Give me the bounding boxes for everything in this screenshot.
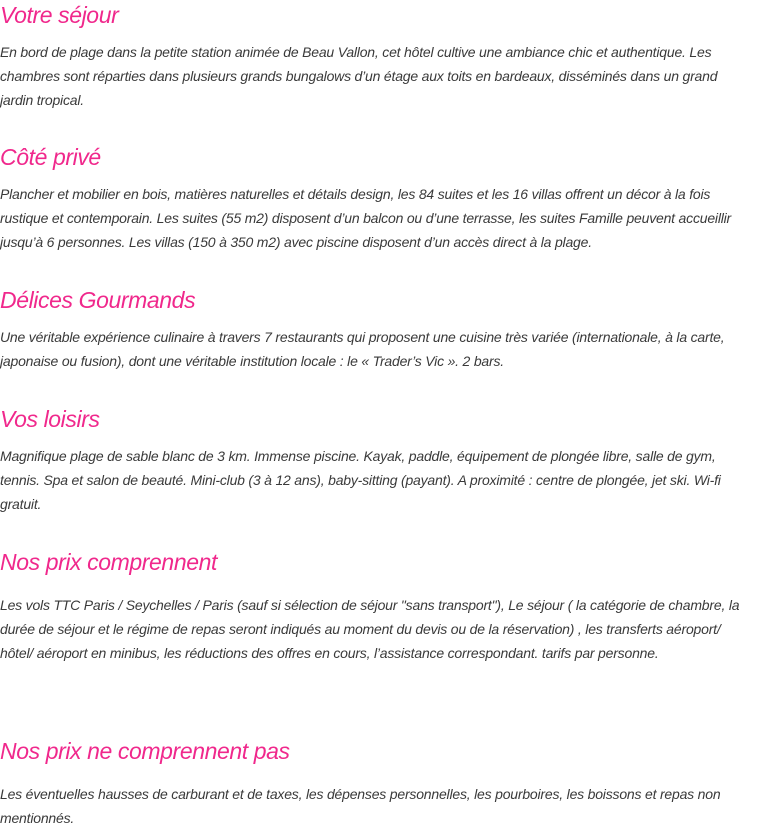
section-text: Une véritable expérience culinaire à travers 7 restaurants qui proposent une cuisine très variée (internationale, à la carte, japonaise ou fusion), dont une véritable institution locale : le « Trader’s Vic ». 2 bars. — [0, 329, 725, 369]
section-votre-sejour — [0, 0, 752, 112]
section-delices-gourmands — [0, 285, 752, 373]
section-prix-ne-comprennent-pas — [0, 736, 752, 830]
section-title: Vos loisirs — [0, 406, 100, 432]
section-title: Délices Gourmands — [0, 287, 196, 313]
section-text: Les éventuelles hausses de carburant et de taxes, les dépenses personnelles, les pourboires, les boissons et repas non mentionnés. — [0, 786, 721, 826]
section-text: Magnifique plage de sable blanc de 3 km. Immense piscine. Kayak, paddle, équipement de plongée libre, salle de gym, tennis. Spa et salon de beauté. Mini-club (3 à 12 ans), baby-sitting (payant). A proximité : centre de plongée, jet ski. Wi-fi gratuit. — [0, 448, 721, 512]
section-text: En bord de plage dans la petite station animée de Beau Vallon, cet hôtel cultive une ambiance chic et authentique. Les chambres sont réparties dans plusieurs grands bungalows d’un étage aux toits en bardeaux, disséminés dans un grand jardin tropical. — [0, 44, 718, 108]
section-prix-comprennent — [0, 547, 752, 665]
section-title: Nos prix comprennent — [0, 549, 217, 575]
section-cote-prive — [0, 142, 752, 254]
section-vos-loisirs — [0, 404, 752, 516]
section-title: Nos prix ne comprennent pas — [0, 738, 290, 764]
section-title: Votre séjour — [0, 2, 119, 28]
section-title: Côté privé — [0, 144, 101, 170]
section-text: Les vols TTC Paris / Seychelles / Paris (sauf si sélection de séjour "sans transport"), Le séjour ( la catégorie de chambre, la durée de séjour et le régime de repas seront indiqués au moment du devis ou de la réservation) , les transferts aéroport/ hôtel/ aéroport en minibus, les réductions des offres en cours, l’assistance correspondant. tarifs par personne. — [0, 597, 740, 661]
section-text: Plancher et mobilier en bois, matières naturelles et détails design, les 84 suites et les 16 villas offrent un décor à la fois rustique et contemporain. Les suites (55 m2) disposent d’un balcon ou d’une terrasse, les suites Famille peuvent accueillir jusqu’à 6 personnes. Les villas (150 à 350 m2) avec piscine disposent d’un accès direct à la plage. — [0, 186, 732, 250]
